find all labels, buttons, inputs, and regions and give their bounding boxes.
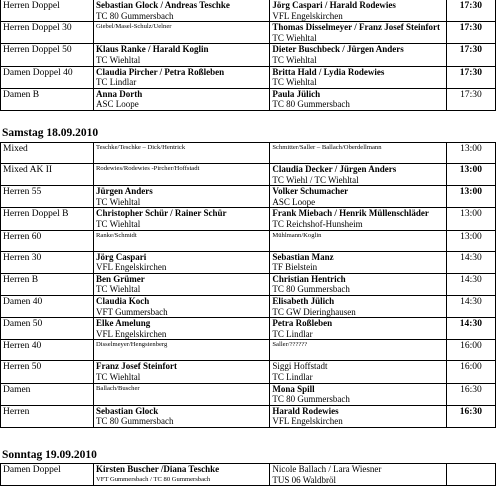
left-player-names: Teschke/Teschke – Dick/Hentrick xyxy=(96,144,186,151)
category-cell: Herren Doppel xyxy=(1,0,94,22)
time-cell: 14:30 xyxy=(446,273,495,295)
right-player-cell xyxy=(270,383,446,405)
left-player-cell xyxy=(94,273,270,295)
right-player-names: Saller/?????? xyxy=(272,341,308,349)
left-player-cell xyxy=(94,22,270,44)
right-club-name: TC Lindlar xyxy=(272,371,313,382)
time-cell: 14:30 xyxy=(446,251,495,273)
left-player-names: Ben Grümer xyxy=(96,273,145,284)
left-player-names: Sebastian Glock xyxy=(96,405,159,416)
right-player-cell xyxy=(270,230,446,251)
table-row xyxy=(1,405,496,427)
category-cell: Herren Doppel B xyxy=(1,208,94,230)
table-row xyxy=(1,361,496,383)
time-cell: 14:30 xyxy=(446,295,495,317)
left-player-names: Elke Amelung xyxy=(96,318,151,329)
left-club-name: TC 80 Gummersbach xyxy=(96,416,174,427)
right-player-cell xyxy=(270,208,446,230)
right-club-name: TUS 06 Waldbröl xyxy=(272,474,336,485)
left-club-name: TC Wiehltal xyxy=(96,284,141,295)
time-cell: 16:00 xyxy=(446,340,495,361)
right-club-name: TC Wiehl / TC Wiehltal xyxy=(272,174,359,185)
right-player-names: Schmitter/Saller – Ballach/Oberdellmann xyxy=(272,144,382,151)
category-cell: Herren 55 xyxy=(1,186,94,208)
right-player-names: Volker Schumacher xyxy=(272,186,349,197)
category-cell: Damen Doppel xyxy=(1,464,94,486)
left-player-cell xyxy=(94,464,270,486)
left-player-cell xyxy=(94,0,270,22)
table-row xyxy=(1,0,496,22)
right-player-names: Nicole Ballach / Lara Wiesner xyxy=(272,464,382,474)
left-player-names: Jürgen Anders xyxy=(96,186,153,197)
left-player-cell xyxy=(94,318,270,340)
left-club-name: VFT Gummersbach / TC 80 Gummersbach xyxy=(96,475,211,483)
time-cell: 13:00 xyxy=(446,143,495,164)
left-player-cell xyxy=(94,44,270,66)
right-player-cell xyxy=(270,143,446,164)
right-player-names: Harald Rodewies xyxy=(272,405,339,416)
table-row xyxy=(1,208,496,230)
left-player-cell xyxy=(94,66,270,88)
time-cell: 13:00 xyxy=(446,186,495,208)
right-club-name: TF Bielstein xyxy=(272,262,318,273)
left-club-name: VFL Engelskirchen xyxy=(96,262,167,273)
category-cell: Herren 30 xyxy=(1,251,94,273)
right-player-cell xyxy=(270,22,446,44)
left-player-cell xyxy=(94,405,270,427)
right-player-names: Paula Jülich xyxy=(272,88,321,99)
table-row xyxy=(1,230,496,251)
right-player-cell xyxy=(270,361,446,383)
category-cell: Herren 60 xyxy=(1,230,94,251)
right-player-names: Mona Spill xyxy=(272,383,315,394)
table-row xyxy=(1,318,496,340)
category-cell: Damen 40 xyxy=(1,295,94,317)
right-player-cell xyxy=(270,164,446,186)
left-player-names: Klaus Ranke / Harald Koglin xyxy=(96,44,209,55)
left-player-names: Christopher Schür / Rainer Schür xyxy=(96,208,227,219)
left-player-cell xyxy=(94,295,270,317)
category-cell: Herren xyxy=(1,405,94,427)
right-player-cell xyxy=(270,340,446,361)
left-player-names: Sebastian Glock / Andreas Teschke xyxy=(96,0,230,10)
right-player-names: Christian Hentrich xyxy=(272,273,346,284)
category-cell: Damen Doppel 40 xyxy=(1,66,94,88)
left-club-name: VFT Gummersbach xyxy=(96,306,168,317)
left-player-names: Giebel/Masel-Schulz/Uelner xyxy=(96,23,172,31)
match-table xyxy=(0,463,496,486)
left-player-cell xyxy=(94,251,270,273)
right-player-cell xyxy=(270,44,446,66)
table-row xyxy=(1,164,496,186)
table-row xyxy=(1,273,496,295)
table-row xyxy=(1,251,496,273)
right-club-name: TC 80 Gummersbach xyxy=(272,394,350,405)
left-player-names: Claudia Koch xyxy=(96,295,150,306)
right-player-cell xyxy=(270,295,446,317)
time-cell: 17:30 xyxy=(446,88,495,110)
left-player-cell xyxy=(94,164,270,186)
right-player-names: Dieter Buschbeck / Jürgen Anders xyxy=(272,44,404,55)
right-club-name: TC Wiehltal xyxy=(272,77,317,88)
time-cell: 16:30 xyxy=(446,405,495,427)
time-cell: 17:30 xyxy=(446,66,495,88)
table-row xyxy=(1,44,496,66)
left-player-cell xyxy=(94,230,270,251)
right-club-name: TC Lindlar xyxy=(272,328,313,339)
category-cell: Herren 40 xyxy=(1,340,94,361)
right-club-name: TC Reichshof-Hunsheim xyxy=(272,218,363,229)
right-player-cell xyxy=(270,186,446,208)
time-cell: 13:00 xyxy=(446,164,495,186)
left-player-names: Kirsten Buscher /Diana Teschke xyxy=(96,464,220,474)
right-player-cell xyxy=(270,0,446,22)
table-row xyxy=(1,22,496,44)
match-table xyxy=(0,0,496,111)
left-player-cell xyxy=(94,361,270,383)
left-player-names: Franz Josef Steinfort xyxy=(96,361,177,372)
left-player-cell xyxy=(94,208,270,230)
category-cell: Damen B xyxy=(1,88,94,110)
category-cell: Herren 50 xyxy=(1,361,94,383)
time-cell: 13:00 xyxy=(446,230,495,251)
left-club-name: TC 80 Gummersbach xyxy=(96,10,174,21)
right-player-names: Jörg Caspari / Harald Rodewies xyxy=(272,0,396,10)
right-club-name: VFL Engelskirchen xyxy=(272,10,343,21)
right-player-cell xyxy=(270,318,446,340)
left-player-cell xyxy=(94,143,270,164)
right-club-name: VFL Engelskirchen xyxy=(272,416,343,427)
left-club-name: TC Lindlar xyxy=(96,77,137,88)
right-club-name: TC GW Dieringhausen xyxy=(272,306,356,317)
right-club-name: TC Wiehltal xyxy=(272,32,317,43)
right-player-cell xyxy=(270,464,446,486)
left-player-names: Rodewies/Rodewies -Pircher/Hoffstadt xyxy=(96,165,200,172)
table-row xyxy=(1,383,496,405)
table-row xyxy=(1,143,496,164)
right-club-name: TC 80 Gummersbach xyxy=(272,284,350,295)
right-player-cell xyxy=(270,405,446,427)
time-cell: 16:30 xyxy=(446,383,495,405)
left-player-cell xyxy=(94,340,270,361)
left-club-name: VFL Engelskirchen xyxy=(96,328,167,339)
time-cell xyxy=(446,464,495,486)
time-cell: 17:30 xyxy=(446,44,495,66)
right-club-name: TC 80 Gummersbach xyxy=(272,99,350,110)
category-cell: Damen xyxy=(1,383,94,405)
right-player-cell xyxy=(270,251,446,273)
left-player-names: Disselmeyer/Hengstenberg xyxy=(96,341,168,349)
time-cell: 17:30 xyxy=(446,0,495,22)
left-club-name: ASC Loope xyxy=(96,99,139,110)
match-table xyxy=(0,142,496,428)
left-club-name: TC Wiehltal xyxy=(96,218,141,229)
right-player-names: Britta Hald / Lydia Rodewies xyxy=(272,66,385,77)
right-club-name: TC Wiehltal xyxy=(272,54,317,65)
category-cell: Herren Doppel 30 xyxy=(1,22,94,44)
left-player-names: Jörg Caspari xyxy=(96,251,147,262)
left-club-name: TC Wiehltal xyxy=(96,54,141,65)
right-player-names: Sebastian Manz xyxy=(272,251,334,262)
left-player-names: Claudia Pircher / Petra Roßleben xyxy=(96,66,225,77)
time-cell: 14:30 xyxy=(446,318,495,340)
table-row xyxy=(1,464,496,486)
right-player-cell xyxy=(270,273,446,295)
left-player-names: Ballach/Buscher xyxy=(96,384,140,392)
left-player-cell xyxy=(94,88,270,110)
left-player-cell xyxy=(94,383,270,405)
left-player-names: Ranke/Schmidt xyxy=(96,231,137,239)
left-player-names: Anna Dorth xyxy=(96,88,143,99)
time-cell: 16:00 xyxy=(446,361,495,383)
table-row xyxy=(1,186,496,208)
table-row xyxy=(1,88,496,110)
category-cell: Damen 50 xyxy=(1,318,94,340)
left-club-name: TC Wiehltal xyxy=(96,371,141,382)
day-heading: Samstag 18.09.2010 xyxy=(2,127,99,139)
right-player-names: Claudia Decker / Jürgen Anders xyxy=(272,164,397,174)
right-player-names: Mühlmann/Koglin xyxy=(272,231,322,239)
right-player-names: Thomas Disselmeyer / Franz Josef Steinfort xyxy=(272,22,440,33)
time-cell: 13:00 xyxy=(446,208,495,230)
table-row xyxy=(1,340,496,361)
right-player-cell xyxy=(270,88,446,110)
right-club-name: ASC Loope xyxy=(272,196,316,207)
table-row xyxy=(1,295,496,317)
right-player-names: Petra Roßleben xyxy=(272,318,333,329)
day-heading: Sonntag 19.09.2010 xyxy=(2,449,97,461)
left-club-name: TC Wiehltal xyxy=(96,196,141,207)
right-player-names: Siggi Hoffstadt xyxy=(272,361,328,372)
table-row xyxy=(1,66,496,88)
right-player-names: Frank Miebach / Henrik Müllenschläder xyxy=(272,208,429,219)
category-cell: Herren Doppel 50 xyxy=(1,44,94,66)
category-cell: Mixed AK II xyxy=(1,164,94,186)
right-player-cell xyxy=(270,66,446,88)
time-cell: 17:30 xyxy=(446,22,495,44)
right-player-names: Elisabeth Jülich xyxy=(272,295,335,306)
left-player-cell xyxy=(94,186,270,208)
category-cell: Mixed xyxy=(1,143,94,164)
category-cell: Herren B xyxy=(1,273,94,295)
